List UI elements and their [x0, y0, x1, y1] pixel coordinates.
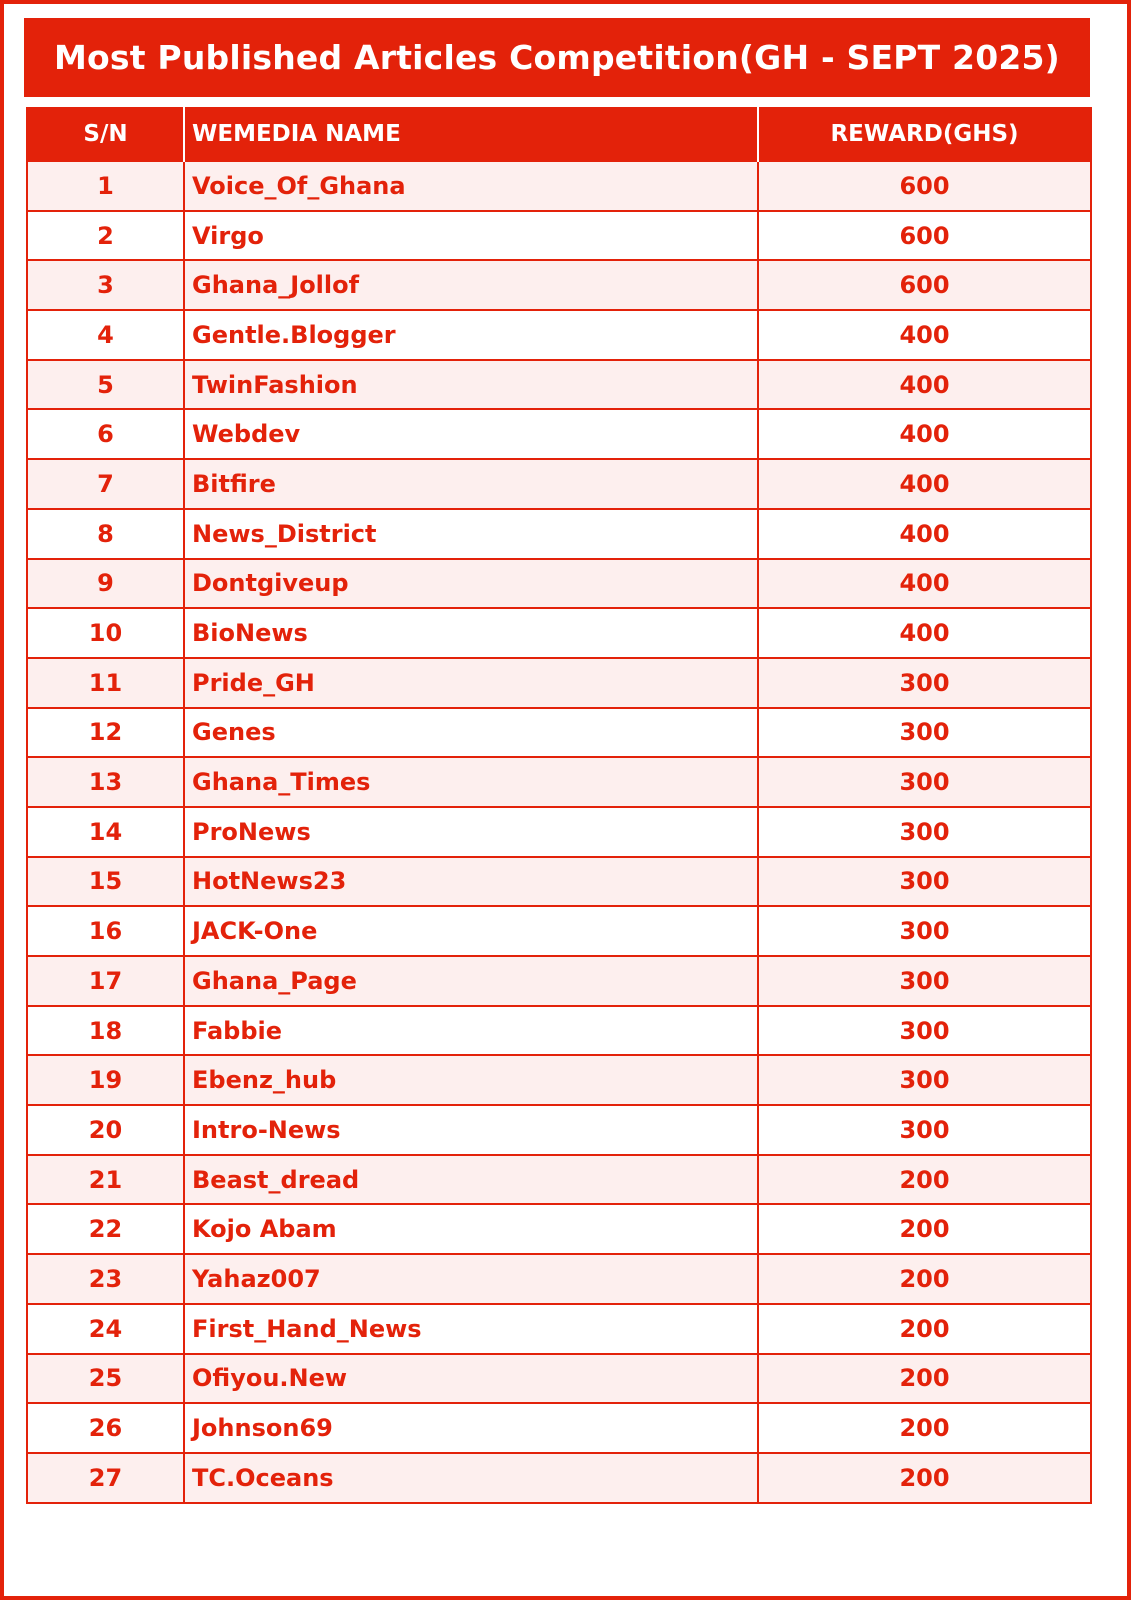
reward-cell: 300 — [758, 757, 1091, 807]
reward-cell: 200 — [758, 1304, 1091, 1354]
wemedia-name-cell: Intro-News — [184, 1105, 758, 1155]
table-row — [27, 807, 1091, 857]
wemedia-name-cell: Ghana_Page — [184, 956, 758, 1006]
table-row — [27, 1354, 1091, 1404]
table-row — [27, 1453, 1091, 1503]
table-row — [27, 1304, 1091, 1354]
table-row — [27, 1006, 1091, 1056]
reward-cell: 200 — [758, 1354, 1091, 1404]
reward-cell: 200 — [758, 1403, 1091, 1453]
wemedia-name-cell: Dontgiveup — [184, 559, 758, 609]
serial-number-cell: 13 — [27, 757, 184, 807]
reward-cell: 200 — [758, 1254, 1091, 1304]
reward-cell: 300 — [758, 956, 1091, 1006]
reward-cell: 300 — [758, 1055, 1091, 1105]
serial-number-cell: 15 — [27, 857, 184, 907]
wemedia-name-cell: Ghana_Times — [184, 757, 758, 807]
table-row — [27, 1204, 1091, 1254]
serial-number-cell: 16 — [27, 906, 184, 956]
page-title: Most Published Articles Competition(GH - SEPT 2025) — [54, 38, 1060, 77]
wemedia-name-cell: Johnson69 — [184, 1403, 758, 1453]
table-row — [27, 260, 1091, 310]
serial-number-cell: 6 — [27, 409, 184, 459]
table-row — [27, 857, 1091, 907]
serial-number-cell: 4 — [27, 310, 184, 360]
wemedia-name-cell: Bitfire — [184, 459, 758, 509]
wemedia-name-cell: Kojo Abam — [184, 1204, 758, 1254]
reward-cell: 300 — [758, 906, 1091, 956]
reward-cell: 400 — [758, 559, 1091, 609]
serial-number-cell: 18 — [27, 1006, 184, 1056]
column-header-wemedia-name: WEMEDIA NAME — [184, 107, 758, 161]
wemedia-name-cell: Genes — [184, 708, 758, 758]
table-row — [27, 1155, 1091, 1205]
table-row — [27, 658, 1091, 708]
serial-number-cell: 17 — [27, 956, 184, 1006]
serial-number-cell: 24 — [27, 1304, 184, 1354]
serial-number-cell: 3 — [27, 260, 184, 310]
serial-number-cell: 20 — [27, 1105, 184, 1155]
reward-cell: 300 — [758, 1105, 1091, 1155]
reward-cell: 300 — [758, 807, 1091, 857]
serial-number-cell: 14 — [27, 807, 184, 857]
reward-cell: 600 — [758, 260, 1091, 310]
wemedia-name-cell: Fabbie — [184, 1006, 758, 1056]
table-row — [27, 360, 1091, 410]
wemedia-name-cell: Pride_GH — [184, 658, 758, 708]
table-row — [27, 161, 1091, 211]
header-row — [27, 107, 1091, 161]
table-body — [27, 161, 1091, 1503]
reward-cell: 400 — [758, 409, 1091, 459]
reward-cell: 600 — [758, 211, 1091, 261]
table-row — [27, 211, 1091, 261]
table-row — [27, 509, 1091, 559]
reward-cell: 300 — [758, 708, 1091, 758]
reward-cell: 200 — [758, 1204, 1091, 1254]
reward-cell: 300 — [758, 857, 1091, 907]
serial-number-cell: 5 — [27, 360, 184, 410]
serial-number-cell: 22 — [27, 1204, 184, 1254]
wemedia-name-cell: JACK-One — [184, 906, 758, 956]
reward-cell: 300 — [758, 1006, 1091, 1056]
wemedia-name-cell: Gentle.Blogger — [184, 310, 758, 360]
table-row — [27, 1055, 1091, 1105]
table-row — [27, 559, 1091, 609]
wemedia-name-cell: Virgo — [184, 211, 758, 261]
table-row — [27, 1105, 1091, 1155]
reward-cell: 200 — [758, 1155, 1091, 1205]
wemedia-name-cell: TwinFashion — [184, 360, 758, 410]
column-header-sn: S/N — [27, 107, 184, 161]
wemedia-name-cell: Beast_dread — [184, 1155, 758, 1205]
serial-number-cell: 12 — [27, 708, 184, 758]
reward-cell: 400 — [758, 310, 1091, 360]
reward-cell: 400 — [758, 509, 1091, 559]
serial-number-cell: 26 — [27, 1403, 184, 1453]
wemedia-name-cell: News_District — [184, 509, 758, 559]
table-row — [27, 708, 1091, 758]
serial-number-cell: 23 — [27, 1254, 184, 1304]
wemedia-name-cell: Webdev — [184, 409, 758, 459]
table-row — [27, 757, 1091, 807]
serial-number-cell: 9 — [27, 559, 184, 609]
title-banner — [24, 18, 1090, 97]
reward-cell: 400 — [758, 360, 1091, 410]
wemedia-name-cell: Ghana_Jollof — [184, 260, 758, 310]
table-row — [27, 956, 1091, 1006]
wemedia-name-cell: Ebenz_hub — [184, 1055, 758, 1105]
table-header — [27, 107, 1091, 161]
wemedia-name-cell: First_Hand_News — [184, 1304, 758, 1354]
wemedia-name-cell: HotNews23 — [184, 857, 758, 907]
serial-number-cell: 25 — [27, 1354, 184, 1404]
reward-cell: 600 — [758, 161, 1091, 211]
reward-cell: 300 — [758, 658, 1091, 708]
reward-cell: 400 — [758, 459, 1091, 509]
reward-cell: 200 — [758, 1453, 1091, 1503]
table-row — [27, 310, 1091, 360]
wemedia-name-cell: ProNews — [184, 807, 758, 857]
serial-number-cell: 8 — [27, 509, 184, 559]
table-row — [27, 906, 1091, 956]
wemedia-name-cell: Yahaz007 — [184, 1254, 758, 1304]
table-row — [27, 1403, 1091, 1453]
table-row — [27, 459, 1091, 509]
table-row — [27, 608, 1091, 658]
wemedia-name-cell: TC.Oceans — [184, 1453, 758, 1503]
table-row — [27, 409, 1091, 459]
reward-cell: 400 — [758, 608, 1091, 658]
column-header-reward: REWARD(GHS) — [758, 107, 1091, 161]
serial-number-cell: 2 — [27, 211, 184, 261]
rewards-table — [26, 107, 1092, 1504]
wemedia-name-cell: BioNews — [184, 608, 758, 658]
serial-number-cell: 11 — [27, 658, 184, 708]
wemedia-name-cell: Ofiyou.New — [184, 1354, 758, 1404]
serial-number-cell: 27 — [27, 1453, 184, 1503]
serial-number-cell: 1 — [27, 161, 184, 211]
serial-number-cell: 19 — [27, 1055, 184, 1105]
serial-number-cell: 7 — [27, 459, 184, 509]
table-row — [27, 1254, 1091, 1304]
serial-number-cell: 10 — [27, 608, 184, 658]
wemedia-name-cell: Voice_Of_Ghana — [184, 161, 758, 211]
serial-number-cell: 21 — [27, 1155, 184, 1205]
